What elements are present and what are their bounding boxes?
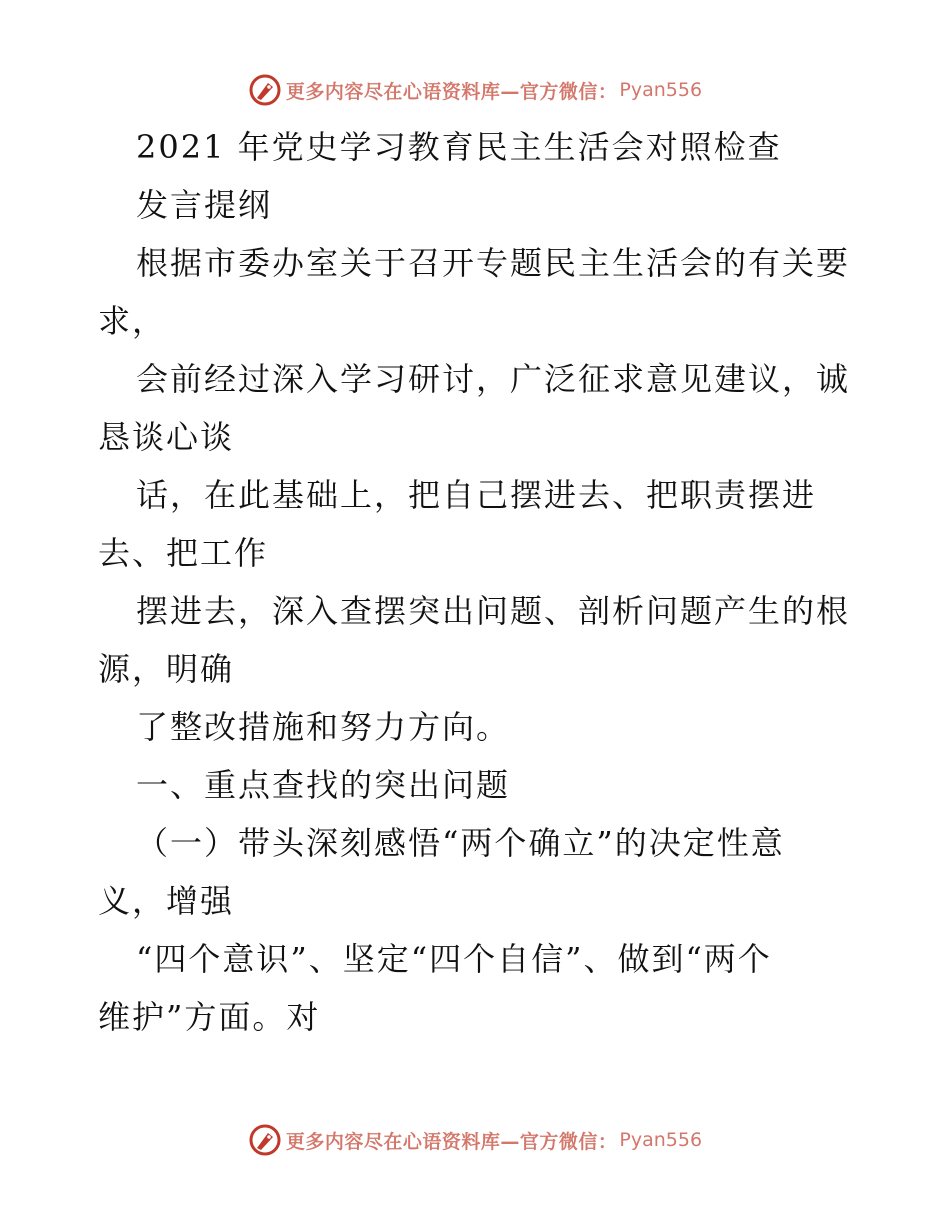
watermark-header: [0, 68, 950, 112]
paragraph-line: 了整改措施和努力方向。: [136, 708, 511, 746]
paragraph-line: 源，明确: [98, 650, 235, 688]
document-title-line-1: 2021 年党史学习教育民主生活会对照检查: [136, 128, 782, 166]
subsection-heading-line: 义，增强: [98, 882, 235, 920]
subsection-heading-line: “四个意识”、坚定“四个自信”、做到“两个: [136, 940, 772, 978]
paragraph-line: 会前经过深入学习研讨，广泛征求意见建议，诚: [136, 360, 851, 398]
paragraph-line: 摆进去，深入查摆突出问题、剖析问题产生的根: [136, 592, 851, 630]
pen-nib-logo-icon: [248, 73, 282, 107]
section-heading: 一、重点查找的突出问题: [136, 766, 511, 804]
subsection-heading-line: 维护”方面。对: [98, 998, 321, 1036]
watermark-footer: [0, 1118, 950, 1162]
subsection-heading-line: （一）带头深刻感悟“两个确立”的决定性意: [136, 824, 785, 862]
watermark-wechat-id: Pyan556: [619, 79, 703, 101]
watermark-text: 更多内容尽在心语资料库—官方微信：: [285, 1130, 618, 1153]
document-title-line-2: 发言提纲: [136, 186, 273, 224]
watermark-text: 更多内容尽在心语资料库—官方微信：: [285, 80, 618, 103]
paragraph-line: 话，在此基础上，把自己摆进去、把职责摆进: [136, 476, 817, 514]
paragraph-line: 恳谈心谈: [98, 418, 235, 456]
paragraph-line: 求，: [98, 302, 167, 340]
paragraph-line: 去、把工作: [98, 534, 269, 572]
document-body: [98, 118, 858, 1046]
watermark-wechat-id: Pyan556: [619, 1129, 703, 1151]
pen-nib-logo-icon: [248, 1123, 282, 1157]
paragraph-line: 根据市委办室关于召开专题民主生活会的有关要: [136, 244, 851, 282]
